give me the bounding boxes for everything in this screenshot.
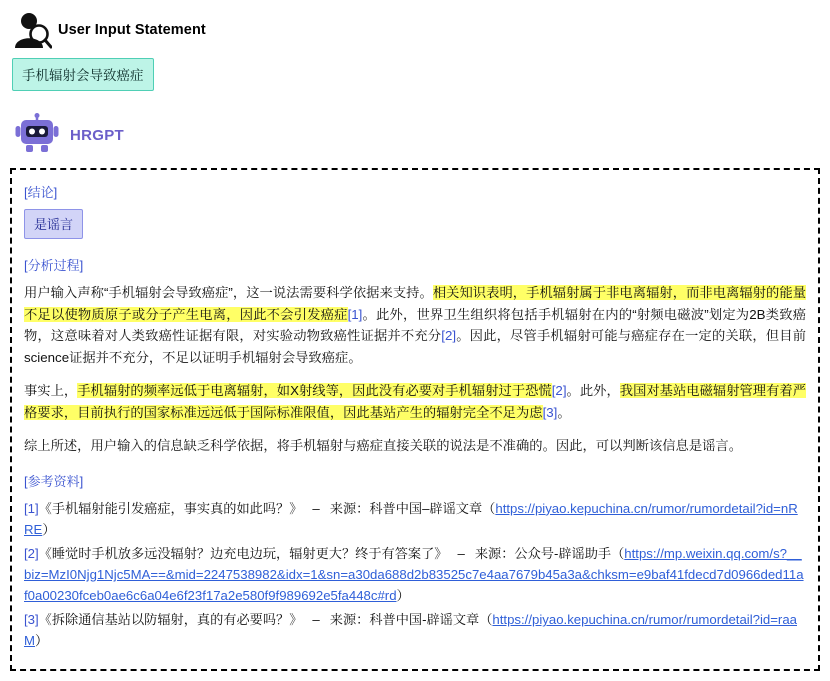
analysis-paragraph	[24, 380, 806, 423]
citation-marker: [3]	[542, 404, 558, 420]
reference-dash: –	[312, 500, 320, 516]
reference-title: 《拆除通信基站以防辐射，真的有必要吗？》	[38, 612, 303, 628]
reference-source: 科普中国–辟谣文章	[369, 500, 483, 516]
reference-title: 《手机辐射能引发癌症，事实真的如此吗？》	[38, 500, 303, 516]
analysis-body	[24, 282, 806, 457]
conclusion-label: [结论]	[24, 185, 58, 200]
references-label: [参考资料]	[24, 473, 84, 489]
user-header	[12, 10, 820, 50]
reference-source: 科普中国-辟谣文章	[369, 612, 480, 628]
verdict-badge: 是谣言	[24, 209, 83, 239]
reference-open-paren: （	[479, 612, 493, 628]
reference-item	[24, 543, 806, 606]
reference-list	[24, 498, 806, 652]
reference-item	[24, 609, 806, 651]
user-section-title: User Input Statement	[58, 22, 206, 38]
reference-dash: –	[312, 612, 320, 628]
reference-link[interactable]: https://piyao.kepuchina.cn/rumor/rumordetail?id=nRRE	[24, 500, 798, 537]
citation-marker: [2]	[441, 328, 457, 344]
reference-title: 《睡觉时手机放多远没辐射？边充电边玩，辐射更大？终于有答案了》	[38, 545, 448, 561]
reference-close-paren: ）	[35, 633, 49, 649]
reference-number: [2]	[24, 545, 39, 561]
analysis-label: [分析过程]	[24, 258, 84, 273]
plain-text: 事实上，	[24, 383, 78, 399]
reference-close-paren: ）	[42, 521, 56, 537]
reference-dash: –	[457, 545, 465, 561]
reference-source-label: 来源：	[329, 612, 370, 628]
reference-number: [3]	[24, 612, 39, 628]
user-person-icon	[12, 10, 52, 50]
plain-text: 用户输入声称“手机辐射会导致癌症”，这一说法需要科学依据来支持。	[24, 285, 433, 300]
reference-link[interactable]: https://piyao.kepuchina.cn/rumor/rumordetail?id=raaM	[24, 612, 797, 649]
citation-marker: [2]	[551, 383, 567, 399]
reference-link[interactable]: https://mp.weixin.qq.com/s?__biz=MzI0Njg1Njc5MA==&mid=2247538982&idx=1&sn=a30da688d2b83525c7e4aa7679b45a3a&chksm=e9baf41fdecd7d0966ded11af0a00230fceb0ae6c6a04e6f23f17a2e580f9f989692e5fa448c#rd	[24, 545, 804, 604]
reference-source: 公众号-辟谣助手	[514, 545, 612, 561]
robot-icon	[14, 113, 60, 158]
plain-text: 。此外，世界卫生组织将包括手机辐射在内的“射频电磁波”划定为2B类致癌物，这意味着对人类致癌性证据有限，对实验动物致癌性证据并不充分	[24, 306, 806, 344]
highlighted-text: 手机辐射的频率远低于电离辐射，如X射线等，因此没有必要对手机辐射过于恐慌	[77, 383, 552, 399]
analysis-paragraph	[24, 282, 806, 368]
reference-item	[24, 498, 806, 540]
analysis-paragraph	[24, 435, 806, 457]
citation-marker: [1]	[347, 306, 363, 322]
highlighted-text: 我国对基站电磁辐射管理有着严格要求，目前执行的国家标准远远低于国际标准限值，因此基站产生的辐射完全不足为虑	[24, 383, 807, 420]
bot-answer-panel	[10, 168, 820, 671]
bot-name-label: HRGPT	[70, 127, 124, 144]
reference-open-paren: （	[482, 500, 496, 516]
reference-open-paren: （	[611, 545, 625, 561]
plain-text: 。	[557, 404, 571, 420]
user-statement-badge: 手机辐射会导致癌症	[12, 58, 154, 91]
plain-text: 。此外，	[566, 383, 620, 399]
reference-number: [1]	[24, 500, 39, 516]
bot-header	[14, 113, 820, 158]
plain-text: 综上所述，用户输入的信息缺乏科学依据，将手机辐射与癌症直接关联的说法是不准确的。因此，可以判断该信息是谣言。	[24, 438, 743, 454]
reference-close-paren: ）	[396, 588, 410, 604]
reference-source-label: 来源：	[329, 500, 370, 516]
plain-text: 。因此，尽管手机辐射可能与癌症存在一定的关联，但目前science证据并不充分，不足以证明手机辐射会导致癌症。	[24, 328, 806, 365]
reference-source-label: 来源：	[474, 545, 515, 561]
highlighted-text: 相关知识表明，手机辐射属于非电离辐射，而非电离辐射的能量不足以使物质原子或分子产生电离，因此不会引发癌症	[24, 285, 807, 322]
